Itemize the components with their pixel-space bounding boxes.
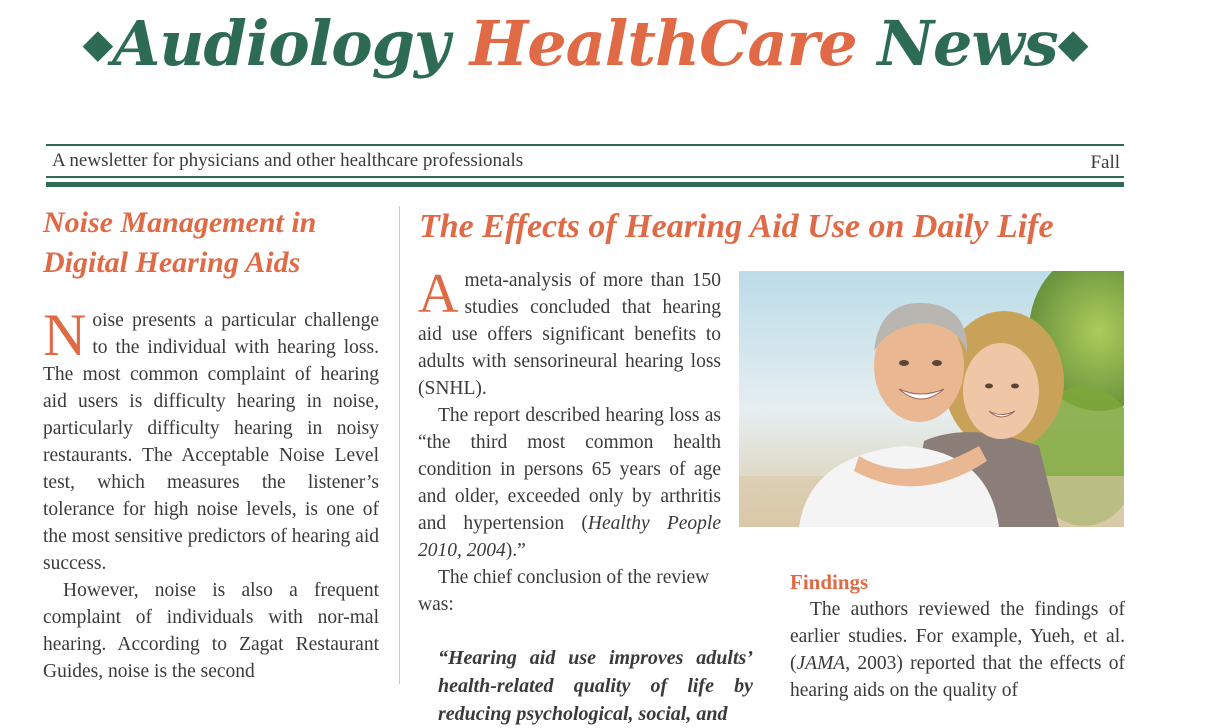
masthead-word-healthcare: HealthCare xyxy=(469,7,857,80)
issue-season: Fall xyxy=(1090,152,1120,173)
pull-quote: “Hearing aid use improves adults’ health-related quality of life by reducing psychological, social, and xyxy=(438,647,753,725)
findings-para: The authors reviewed the findings of earlier studies. For example, Yueh, et al. (JAMA, 2003) reported that the effects of hearing aids on the quality of xyxy=(790,599,1125,701)
diamond-icon: ◆ xyxy=(82,20,113,67)
findings-heading: Findings xyxy=(790,570,869,594)
main-article-para3: The chief conclusion of the review was: xyxy=(418,567,710,615)
tagline: A newsletter for physicians and other healthcare professionals xyxy=(52,150,524,171)
left-article-headline: Noise Management in Digital Hearing Aids xyxy=(43,206,317,279)
dropcap: A xyxy=(418,263,459,325)
column-divider xyxy=(399,206,400,684)
main-article-headline: The Effects of Hearing Aid Use on Daily Life xyxy=(419,208,1054,245)
top-rule xyxy=(46,144,1124,146)
left-article-para1: Noise presents a particular challenge to the individual with hearing loss. The most common complaint of hearing aid users is difficulty hearing in noise, particularly difficulty hearing in noisy restaurants. The Acceptable Noise Level test, which measures the listener’s tolerance for high noise levels, is one of the most sensitive predictors of hearing aid success. xyxy=(43,302,379,574)
main-article-para2: The report described hearing loss as “the third most common health condition in persons 65 years of age and older, exceeded only by arthritis and hypertension (Healthy People 2010, 2004).” xyxy=(418,405,721,561)
main-article-para1: A meta-analysis of more than 150 studies concluded that hearing aid use offers significant benefits to adults with sensorineural hearing loss (SNHL). xyxy=(418,263,721,399)
left-article xyxy=(43,203,379,685)
masthead xyxy=(0,4,1170,84)
masthead-word-audiology: Audiology xyxy=(112,7,450,80)
main-article-column xyxy=(418,263,753,728)
dropcap: N xyxy=(43,302,87,368)
bottom-rule-thin xyxy=(46,176,1124,178)
left-article-para2: However, noise is also a frequent complaint of individuals with nor-mal hearing. According to Zagat Restaurant Guides, noise is the second xyxy=(43,580,379,682)
diamond-icon: ◆ xyxy=(1057,20,1088,67)
bottom-rule-thick xyxy=(46,182,1124,187)
masthead-word-news: News xyxy=(877,7,1058,80)
couple-photo xyxy=(739,271,1124,527)
